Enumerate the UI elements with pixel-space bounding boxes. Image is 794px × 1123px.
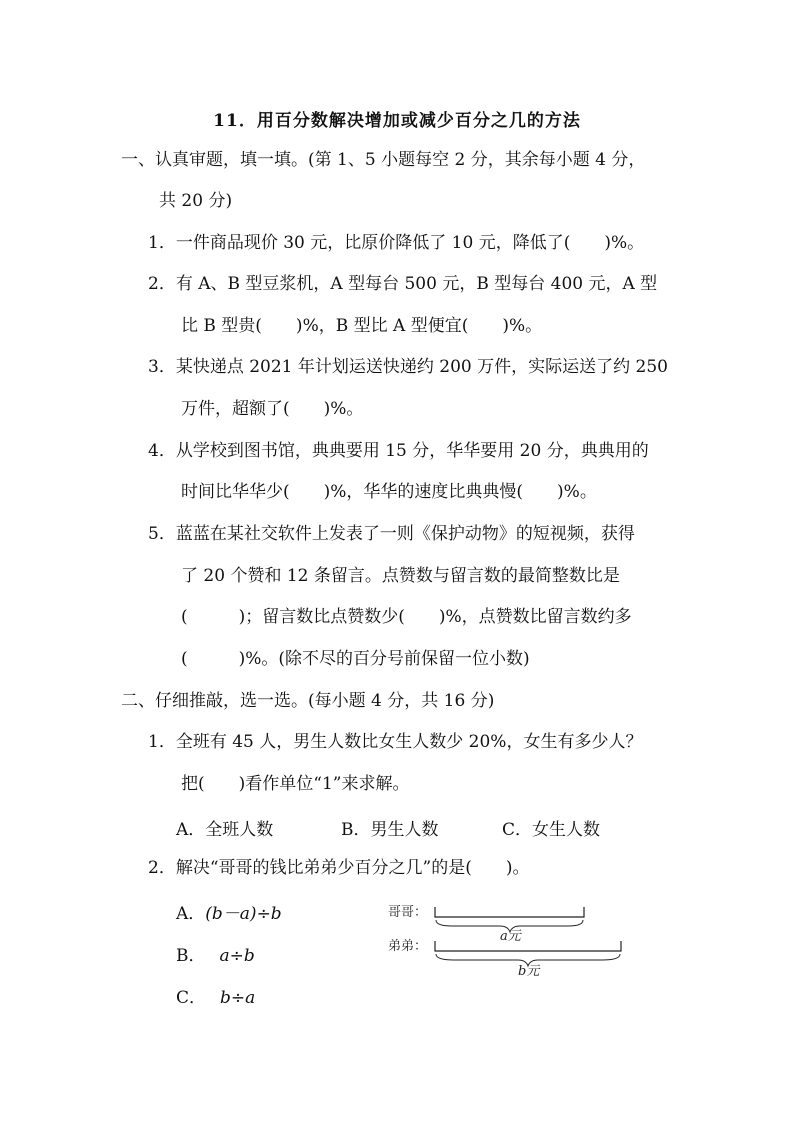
question-1-2-cont: 比 B 型贵( )%，B 型比 A 型便宜( )%。 xyxy=(181,316,543,336)
option-2-2-c xyxy=(176,983,255,1008)
option-expression: (b－a)÷b xyxy=(205,904,282,924)
section-1-heading: 一、认真审题，填一填。(第 1、5 小题每空 2 分，其余每小题 4 分， xyxy=(121,150,646,170)
option-expression: a÷b xyxy=(219,946,255,966)
question-1-5-cont-3: ( )%。(除不尽的百分号前保留一位小数) xyxy=(181,649,530,669)
option-2-1-a: A．全班人数 xyxy=(176,820,274,840)
option-2-2-a xyxy=(176,899,282,924)
option-letter: A． xyxy=(176,904,206,924)
question-1-5-cont-1: 了 20 个赞和 12 条留言。点赞数与留言数的最简整数比是 xyxy=(181,566,620,586)
younger-segment xyxy=(435,941,621,951)
option-2-2-b xyxy=(176,941,255,966)
question-1-1: 1．一件商品现价 30 元，比原价降低了 10 元，降低了( )%。 xyxy=(148,233,645,253)
option-letter: C． xyxy=(176,988,207,1008)
question-1-3: 3．某快递点 2021 年计划运送快递约 200 万件，实际运送了约 250 xyxy=(148,357,668,377)
question-2-1-cont: 把( )看作单位“1”来求解。 xyxy=(181,774,410,794)
question-2-2: 2．解决“哥哥的钱比弟弟少百分之几”的是( )。 xyxy=(148,858,530,878)
question-1-4: 4．从学校到图书馆，典典要用 15 分，华华要用 20 分，典典用的 xyxy=(148,441,649,461)
option-2-1-c: C．女生人数 xyxy=(502,820,601,840)
option-expression: b÷a xyxy=(220,988,256,1008)
brother-amount: a元 xyxy=(500,929,521,944)
section-2-heading: 二、仔细推敲，选一选。(每小题 4 分，共 16 分) xyxy=(121,691,495,711)
option-2-1-b: B．男生人数 xyxy=(341,820,439,840)
money-comparison-diagram xyxy=(380,895,640,985)
younger-label: 弟弟： xyxy=(388,939,428,954)
question-2-1: 1．全班有 45 人，男生人数比女生人数少 20%，女生有多少人？ xyxy=(148,732,643,752)
question-1-3-cont: 万件，超额了( )%。 xyxy=(181,399,364,419)
younger-amount: b元 xyxy=(518,964,540,979)
brother-segment xyxy=(435,907,584,917)
brother-label: 哥哥： xyxy=(388,905,428,920)
option-letter: B． xyxy=(176,946,206,966)
question-1-4-cont: 时间比华华少( )%，华华的速度比典典慢( )%。 xyxy=(181,482,597,502)
question-1-5-cont-2: ( )；留言数比点赞数少( )%，点赞数比留言数约多 xyxy=(181,607,632,627)
question-1-2: 2．有 A、B 型豆浆机，A 型每台 500 元，B 型每台 400 元，A 型 xyxy=(148,274,658,294)
section-1-heading-cont: 共 20 分) xyxy=(159,191,233,211)
worksheet-title: 11．用百分数解决增加或减少百分之几的方法 xyxy=(213,111,581,131)
question-1-5: 5．蓝蓝在某社交软件上发表了一则《保护动物》的短视频，获得 xyxy=(148,524,635,544)
